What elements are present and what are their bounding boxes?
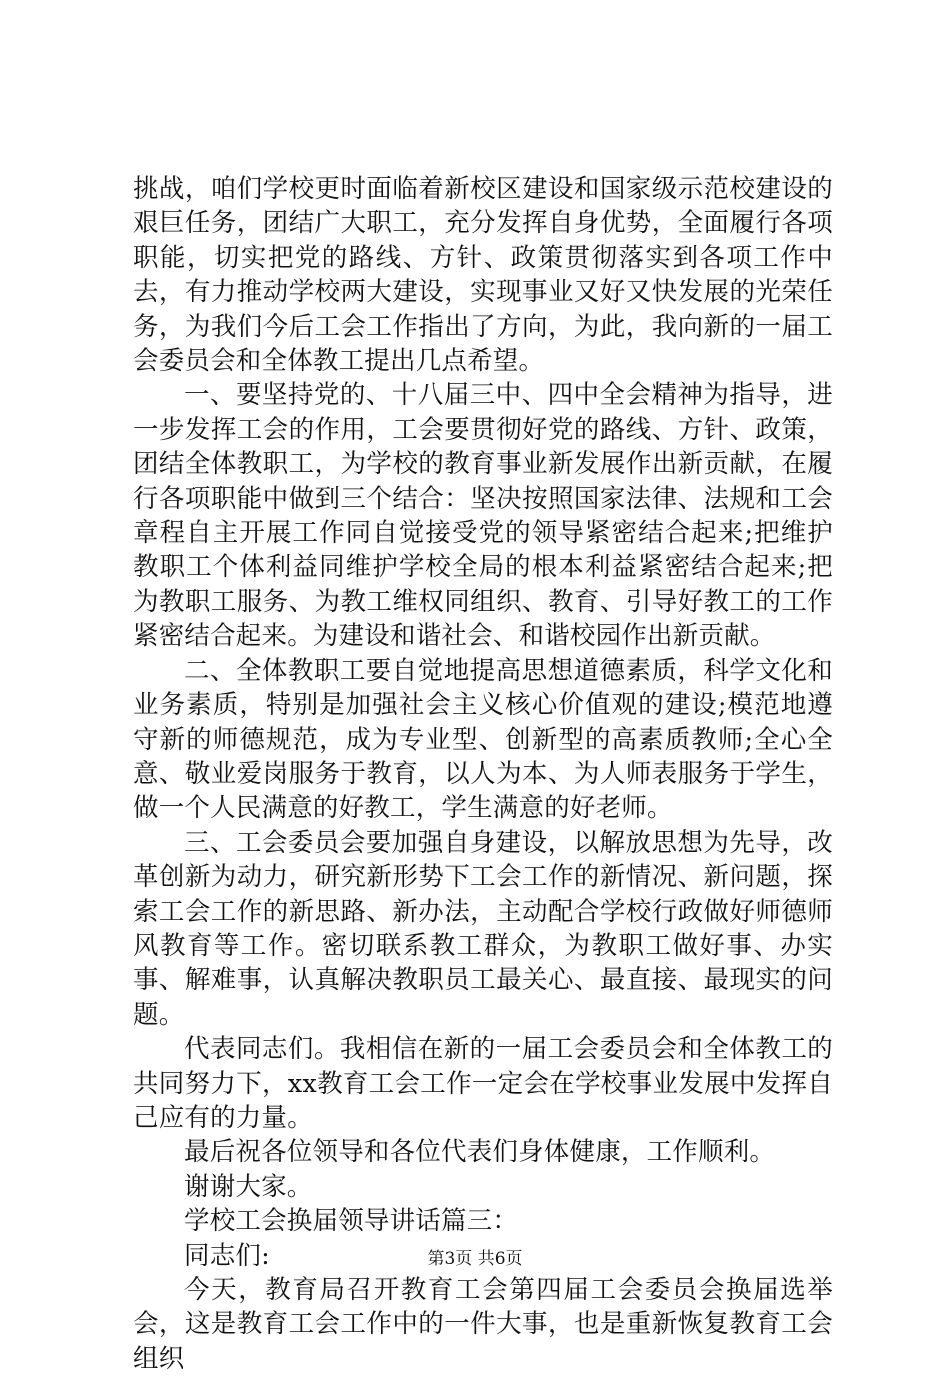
paragraph-6: 最后祝各位领导和各位代表们身体健康，工作顺利。 <box>184 1137 776 1168</box>
paragraph-5: 代表同志们。我相信在新的一届工会委员会和全体教工的共同努力下，xx教育工会工作一定会在学校事业发展中发挥自己应有的力量。 <box>133 1034 833 1133</box>
paragraph-1: 挑战，咱们学校更时面临着新校区建设和国家级示范校建设的艰巨任务，团结广大职工，充分发挥自身优势，全面履行各项职能，切实把党的路线、方针、政策贯彻落实到各项工作中去，有力推动学校两大建设，实现事业又好又快发展的光荣任务，为我们今后工会工作指出了方向，为此，我向新的一届工会委员会和全体教工提出几点希望。 <box>133 174 833 377</box>
salutation: 同志们: <box>184 1240 270 1271</box>
document-body <box>133 172 833 1376</box>
section-heading: 学校工会换届领导讲话篇三： <box>184 1206 519 1237</box>
paragraph-10: 今天，教育局召开教育工会第四届工会委员会换届选举会，这是教育工会工作中的一件大事，也是重新恢复教育工会组织 <box>133 1275 833 1374</box>
paragraph-2: 一、要坚持党的、十八届三中、四中全会精神为指导，进一步发挥工会的作用，工会要贯彻好党的路线、方针、政策，团结全体教职工，为学校的教育事业新发展作出新贡献，在履行各项职能中做到三个结合：坚决按照国家法律、法规和工会章程自主开展工作同自觉接受党的领导紧密结合起来;把维护教职工个体利益同维护学校全局的根本利益紧密结合起来;把为教职工服务、为教工维权同组织、教育、引导好教工的工作紧密结合起来。为建设和谐社会、和谐校园作出新贡献。 <box>133 380 833 652</box>
page-number-footer: 第3页 共6页 <box>427 1249 523 1269</box>
paragraph-7: 谢谢大家。 <box>184 1171 313 1202</box>
paragraph-3: 二、全体教职工要自觉地提高思想道德素质，科学文化和业务素质，特别是加强社会主义核心价值观的建设;模范地遵守新的师德规范，成为专业型、创新型的高素质教师;全心全意、敬业爱岗服务于教育，以人为本、为人师表服务于学生，做一个人民满意的好教工，学生满意的好老师。 <box>133 655 833 824</box>
paragraph-4: 三、工会委员会要加强自身建设，以解放思想为先导，改革创新为动力，研究新形势下工会工作的新情况、新问题，探索工会工作的新思路、新办法，主动配合学校行政做好师德师风教育等工作。密切联系教工群众，为教职工做好事、办实事、解难事，认真解决教职员工最关心、最直接、最现实的问题。 <box>133 827 833 1030</box>
